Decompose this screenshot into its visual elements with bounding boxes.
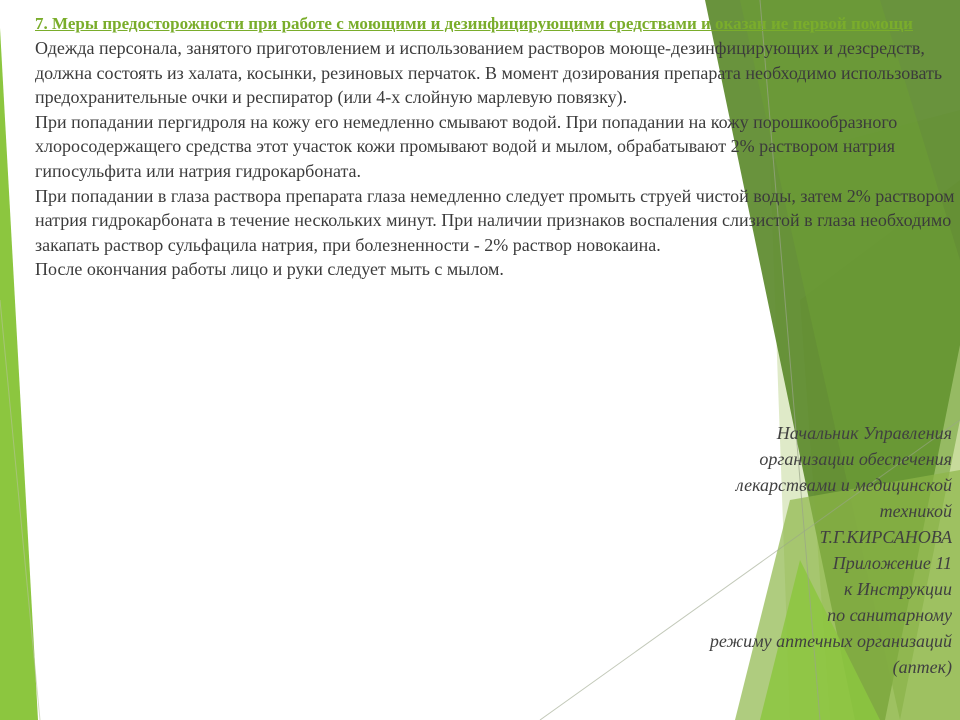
signature-block bbox=[552, 420, 952, 680]
appendix-line: (аптек) bbox=[892, 657, 952, 677]
signature-line: техникой bbox=[879, 501, 952, 521]
signature-line: Начальник Управления bbox=[776, 423, 952, 443]
paragraph-after-work: После окончания работы лицо и руки следует мыть с мылом. bbox=[35, 259, 504, 280]
signature-line: организации обеспечения bbox=[759, 449, 952, 469]
paragraph-eye-contact: При попадании в глаза раствора препарата глаза немедленно следует промыть струей чистой воды, затем 2% раствором натрия гидрокарбоната в течение нескольких минут. При наличии признаков воспаления слизистой в глаза необходимо закапать раствор сульфацила натрия, при болезненности - 2% раствор новокаина. bbox=[35, 185, 955, 255]
appendix-line: к Инструкции bbox=[843, 579, 952, 599]
paragraph-skin-contact: При попадании пергидроля на кожу его немедленно смывают водой. При попадании на кожу порошкообразного хлоросодержащего средства этот участок кожи промывают водой и мылом, обрабатывают 2% раствором натрия гипосульфита или натрия гидрокарбоната. bbox=[35, 111, 898, 181]
slide-heading: 7. Меры предосторожности при работе с моющими и дезинфицирующими средствами и оказан ие первой помощи bbox=[35, 14, 913, 33]
slide-content bbox=[35, 14, 955, 282]
signature-name: Т.Г.КИРСАНОВА bbox=[819, 527, 952, 547]
appendix-line: по санитарному bbox=[827, 605, 952, 625]
left-green-stripe bbox=[0, 28, 38, 720]
appendix-line: режиму аптечных организаций bbox=[709, 631, 952, 651]
signature-line: лекарствами и медицинской bbox=[735, 475, 952, 495]
paragraph-protective-clothing: Одежда персонала, занятого приготовлением и использованием растворов моюще-дезинфицирующих и дезсредств, должна состоять из халата, косынки, резиновых перчаток. В момент дозирования препарата необходимо использовать предохранительные очки и респиратор (или 4-х слойную марлевую повязку). bbox=[35, 38, 943, 108]
appendix-label: Приложение 11 bbox=[832, 553, 952, 573]
